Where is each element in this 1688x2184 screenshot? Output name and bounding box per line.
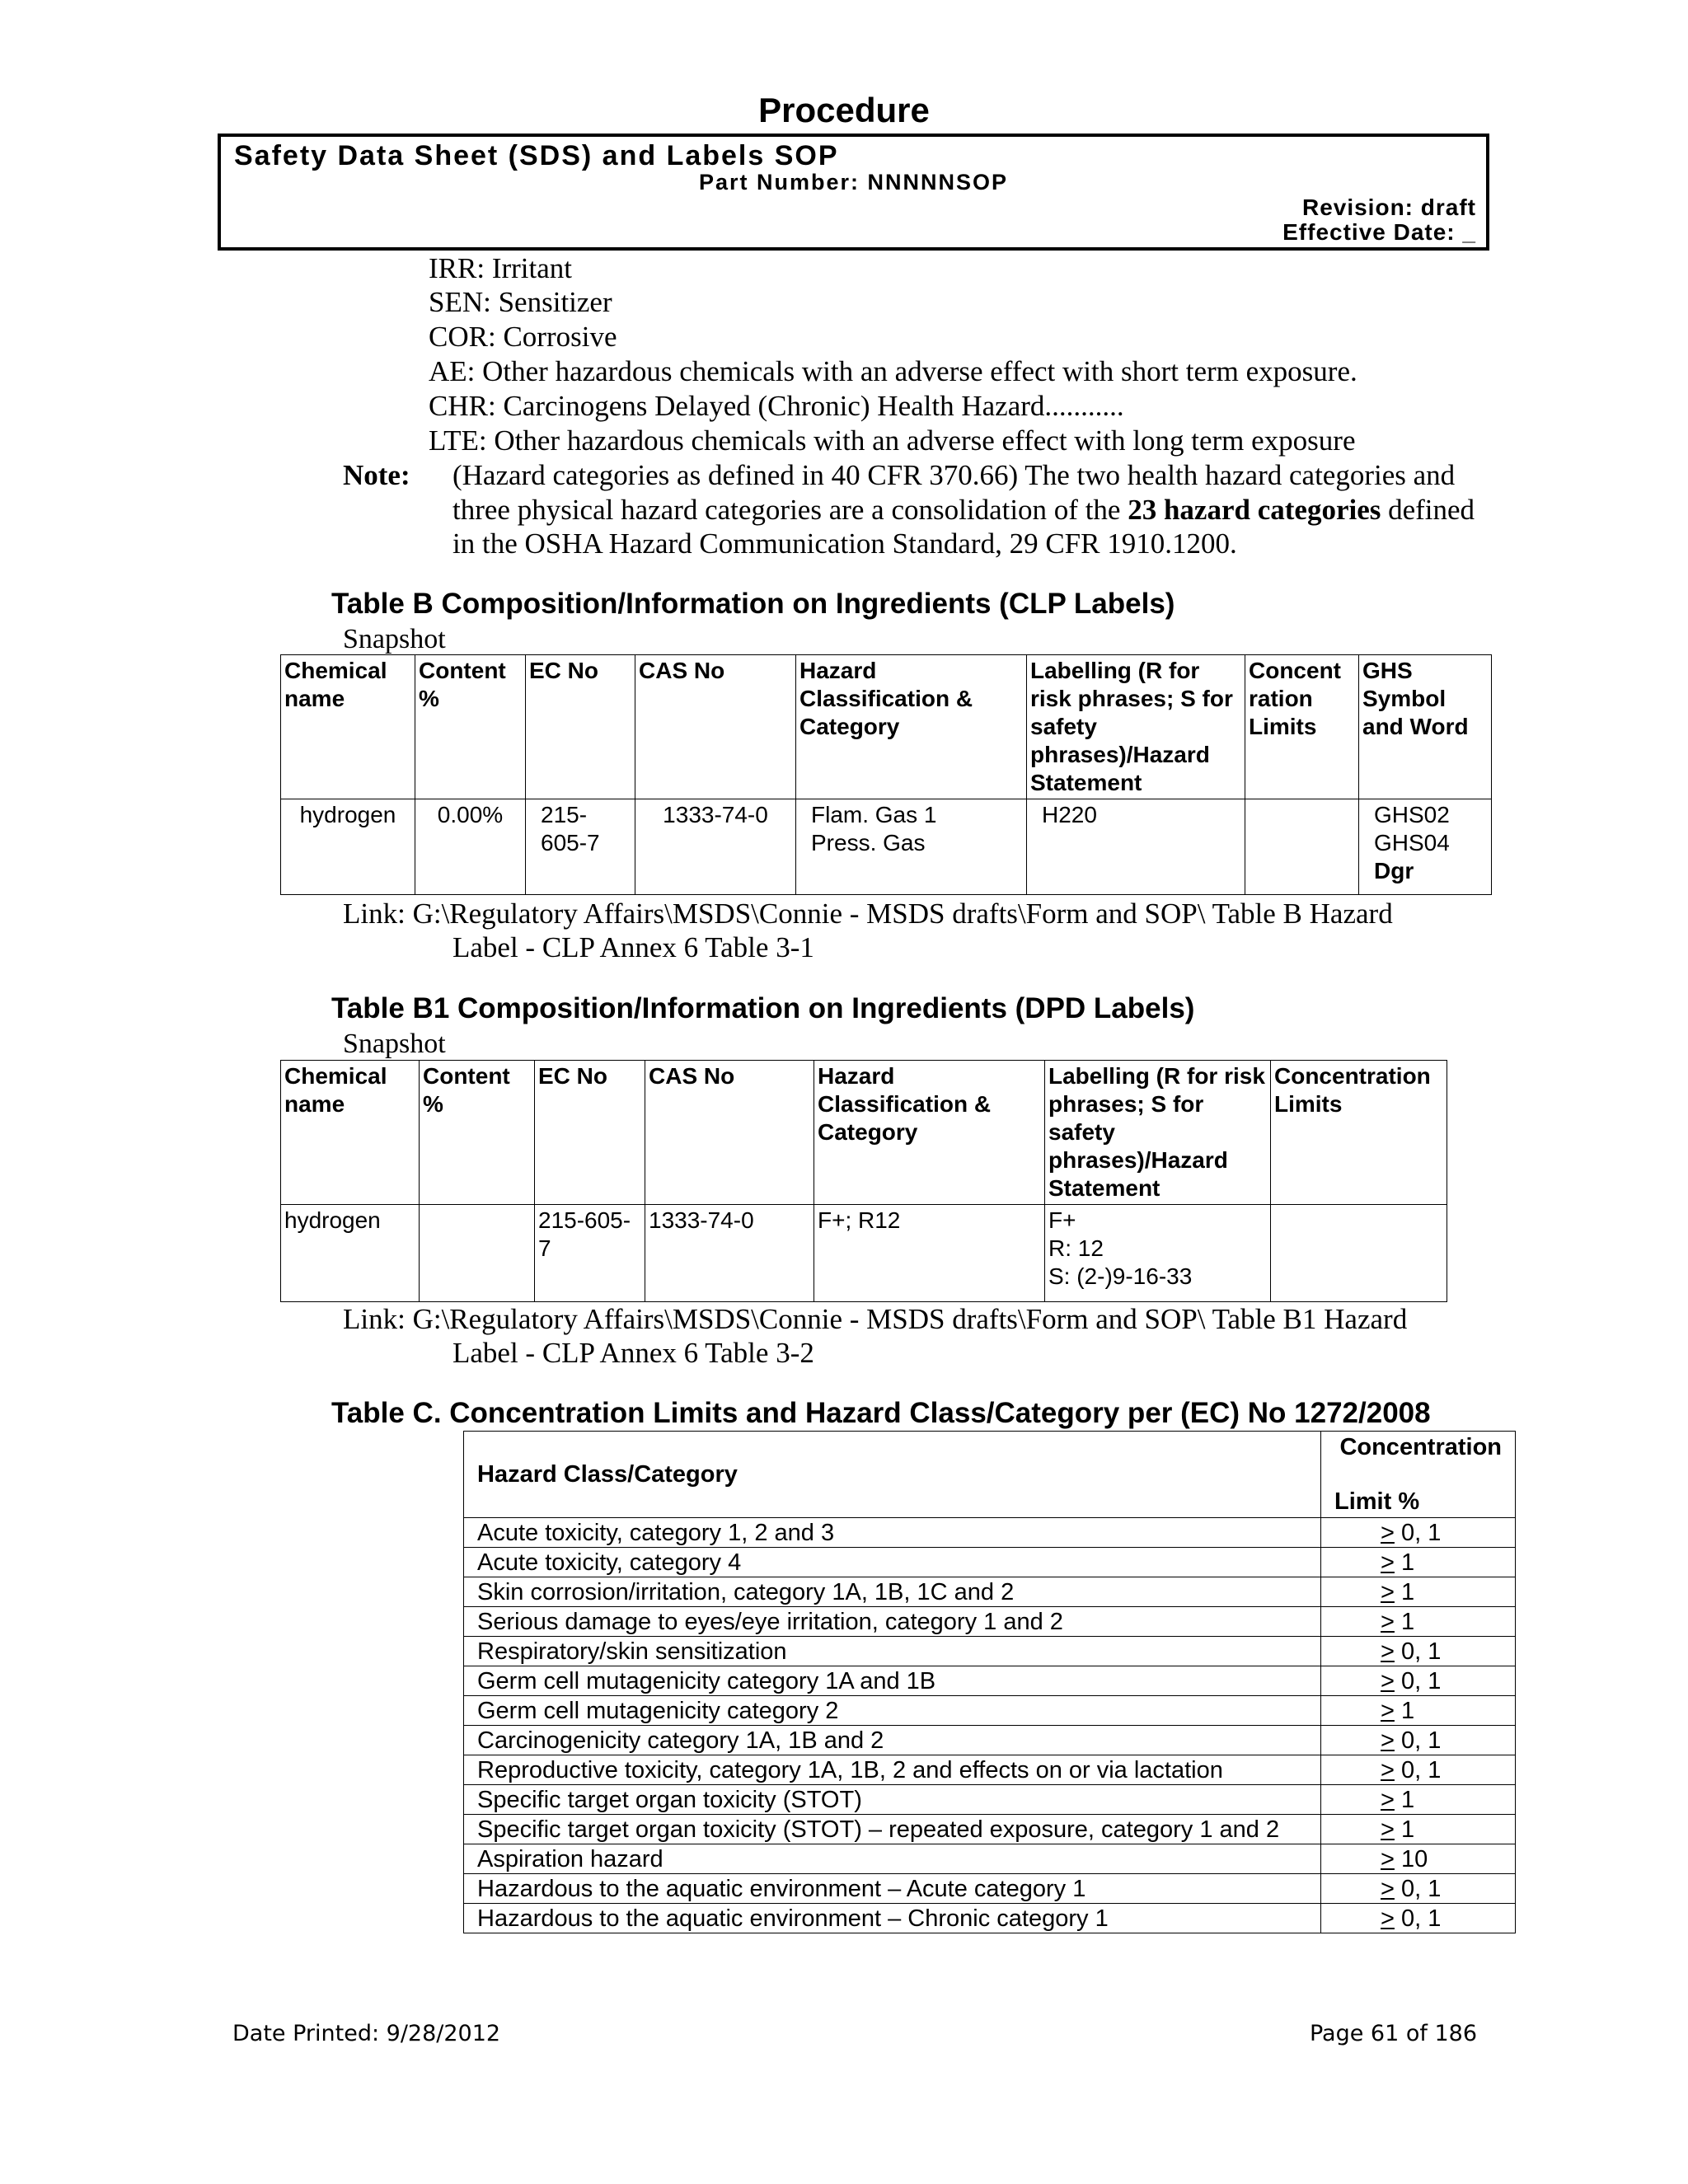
legend-cor: COR: Corrosive xyxy=(429,321,617,353)
table-b1-header: Chemical name xyxy=(281,1061,420,1205)
concentration-limit-cell: > 10 xyxy=(1321,1844,1516,1874)
table-row xyxy=(464,1874,1516,1904)
concentration-limit-cell: > 0, 1 xyxy=(1321,1518,1516,1548)
table-row xyxy=(464,1755,1516,1785)
sop-title: Safety Data Sheet (SDS) and Labels SOP xyxy=(234,140,839,171)
table-c xyxy=(463,1431,1516,1933)
hazard-category-cell: Aspiration hazard xyxy=(464,1844,1321,1874)
legend-ae: AE: Other hazardous chemicals with an adverse effect with short term exposure. xyxy=(429,355,1357,387)
table-b1-header: Labelling (R for risk phrases; S for safety phrases)/Hazard Statement xyxy=(1045,1061,1271,1205)
table-row xyxy=(464,1548,1516,1577)
table-b-heading: Table B Composition/Information on Ingredients (CLP Labels) xyxy=(331,588,1175,620)
concentration-limit-cell: > 1 xyxy=(1321,1577,1516,1607)
table-row xyxy=(281,799,1492,895)
document-title: Procedure xyxy=(758,91,930,129)
table-c-header-limit: Concentration Limit % xyxy=(1321,1432,1516,1518)
table-row xyxy=(464,1726,1516,1755)
concentration-limit-cell: > 0, 1 xyxy=(1321,1755,1516,1785)
table-row xyxy=(464,1518,1516,1548)
table-row xyxy=(464,1815,1516,1844)
content-percent xyxy=(420,1205,535,1302)
hazard-category-cell: Specific target organ toxicity (STOT) – repeated exposure, category 1 and 2 xyxy=(464,1815,1321,1844)
ec-no: 215-605-7 xyxy=(535,1205,645,1302)
table-b1-header: Hazard Classification & Category xyxy=(814,1061,1045,1205)
content-percent: 0.00% xyxy=(415,799,526,895)
concentration-limits xyxy=(1271,1205,1447,1302)
hazard-category-cell: Skin corrosion/irritation, category 1A, 1B, 1C and 2 xyxy=(464,1577,1321,1607)
effective-date: Effective Date: _ xyxy=(1282,219,1476,245)
concentration-limit-cell: > 1 xyxy=(1321,1785,1516,1815)
table-row xyxy=(464,1666,1516,1696)
cas-no: 1333-74-0 xyxy=(645,1205,814,1302)
table-b-header: Content % xyxy=(415,655,526,799)
table-row xyxy=(464,1696,1516,1726)
ghs-symbol: GHS02 GHS04 Dgr xyxy=(1359,799,1492,895)
hazard-category-cell: Acute toxicity, category 1, 2 and 3 xyxy=(464,1518,1321,1548)
table-b-header: GHS Symbol and Word xyxy=(1359,655,1492,799)
table-c-header-row xyxy=(464,1432,1516,1518)
labelling: H220 xyxy=(1027,799,1245,895)
ec-no: 215-605-7 xyxy=(526,799,635,895)
table-b-header: Hazard Classification & Category xyxy=(796,655,1027,799)
legend-chr: CHR: Carcinogens Delayed (Chronic) Health Hazard........... xyxy=(429,390,1124,422)
table-c-body xyxy=(464,1518,1516,1933)
table-row xyxy=(464,1577,1516,1607)
sop-header-box xyxy=(218,134,1489,251)
legend-irr: IRR: Irritant xyxy=(429,252,572,284)
concentration-limit-cell: > 0, 1 xyxy=(1321,1726,1516,1755)
concentration-limit-cell: > 0, 1 xyxy=(1321,1666,1516,1696)
table-b1-link: Link: G:\Regulatory Affairs\MSDS\Connie - MSDS drafts\Form and SOP\ Table B1 Hazard Label - CLP Annex 6 Table 3-2 xyxy=(343,1303,1408,1369)
footer-date-printed: Date Printed: 9/28/2012 xyxy=(232,2021,501,2046)
concentration-limit-cell: > 1 xyxy=(1321,1607,1516,1637)
table-b-header: Concent ration Limits xyxy=(1245,655,1359,799)
table-b-header: Chemical name xyxy=(281,655,415,799)
hazard-category-cell: Carcinogenicity category 1A, 1B and 2 xyxy=(464,1726,1321,1755)
labelling: F+ R: 12 S: (2-)9-16-33 xyxy=(1045,1205,1271,1302)
hazard-category-cell: Specific target organ toxicity (STOT) xyxy=(464,1785,1321,1815)
table-b1-heading: Table B1 Composition/Information on Ingredients (DPD Labels) xyxy=(331,992,1195,1024)
table-row xyxy=(464,1607,1516,1637)
legend-lte: LTE: Other hazardous chemicals with an adverse effect with long term exposure xyxy=(429,424,1356,457)
table-b-snapshot: Snapshot xyxy=(343,624,446,654)
table-c-heading: Table C. Concentration Limits and Hazard Class/Category per (EC) No 1272/2008 xyxy=(331,1397,1431,1429)
revision: Revision: draft xyxy=(1301,194,1476,220)
concentration-limit-cell: > 1 xyxy=(1321,1815,1516,1844)
hazard-category-cell: Acute toxicity, category 4 xyxy=(464,1548,1321,1577)
hazard-category-cell: Respiratory/skin sensitization xyxy=(464,1637,1321,1666)
table-b1-header: Content % xyxy=(420,1061,535,1205)
table-b1-header: Concentration Limits xyxy=(1271,1061,1447,1205)
table-b-header: CAS No xyxy=(635,655,796,799)
hazard-category-cell: Serious damage to eyes/eye irritation, category 1 and 2 xyxy=(464,1607,1321,1637)
concentration-limits xyxy=(1245,799,1359,895)
concentration-limit-cell: > 1 xyxy=(1321,1696,1516,1726)
table-row xyxy=(464,1904,1516,1933)
table-b-header-row xyxy=(281,655,1492,799)
concentration-limit-cell: > 1 xyxy=(1321,1548,1516,1577)
table-b1-snapshot: Snapshot xyxy=(343,1029,446,1059)
hazard-classification: Flam. Gas 1 Press. Gas xyxy=(796,799,1027,895)
table-b1 xyxy=(280,1060,1447,1302)
table-b-link: Link: G:\Regulatory Affairs\MSDS\Connie - MSDS drafts\Form and SOP\ Table B Hazard Label - CLP Annex 6 Table 3-1 xyxy=(343,898,1393,963)
hazard-category-cell: Hazardous to the aquatic environment – Acute category 1 xyxy=(464,1874,1321,1904)
hazard-classification: F+; R12 xyxy=(814,1205,1045,1302)
table-row xyxy=(464,1637,1516,1666)
hazard-category-cell: Germ cell mutagenicity category 1A and 1B xyxy=(464,1666,1321,1696)
table-b1-header-row xyxy=(281,1061,1447,1205)
part-number: Part Number: NNNNNSOP xyxy=(698,170,1009,194)
chemical-name: hydrogen xyxy=(281,799,415,895)
table-b1-header: CAS No xyxy=(645,1061,814,1205)
chemical-name: hydrogen xyxy=(281,1205,420,1302)
concentration-limit-cell: > 0, 1 xyxy=(1321,1637,1516,1666)
note-text: (Hazard categories as defined in 40 CFR 370.66) The two health hazard categories and three physical hazard categories are a consolidation of the 23 hazard categories defined in the OSHA Hazard Communication Standard, 29 CFR 1910.1200. xyxy=(452,459,1475,560)
concentration-limit-cell: > 0, 1 xyxy=(1321,1904,1516,1933)
footer-page-number: Page 61 of 186 xyxy=(1309,2021,1477,2046)
table-row xyxy=(464,1785,1516,1815)
hazard-category-cell: Reproductive toxicity, category 1A, 1B, 2 and effects on or via lactation xyxy=(464,1755,1321,1785)
table-row xyxy=(281,1205,1447,1302)
table-b-header: Labelling (R for risk phrases; S for safety phrases)/Hazard Statement xyxy=(1027,655,1245,799)
concentration-limit-cell: > 0, 1 xyxy=(1321,1874,1516,1904)
table-b1-header: EC No xyxy=(535,1061,645,1205)
table-c-header-category: Hazard Class/Category xyxy=(464,1432,1321,1518)
legend-sen: SEN: Sensitizer xyxy=(429,286,612,318)
table-row xyxy=(464,1844,1516,1874)
table-b xyxy=(280,654,1492,895)
hazard-category-cell: Hazardous to the aquatic environment – Chronic category 1 xyxy=(464,1904,1321,1933)
note-label: Note: xyxy=(343,459,410,491)
cas-no: 1333-74-0 xyxy=(635,799,796,895)
table-b-header: EC No xyxy=(526,655,635,799)
hazard-category-cell: Germ cell mutagenicity category 2 xyxy=(464,1696,1321,1726)
